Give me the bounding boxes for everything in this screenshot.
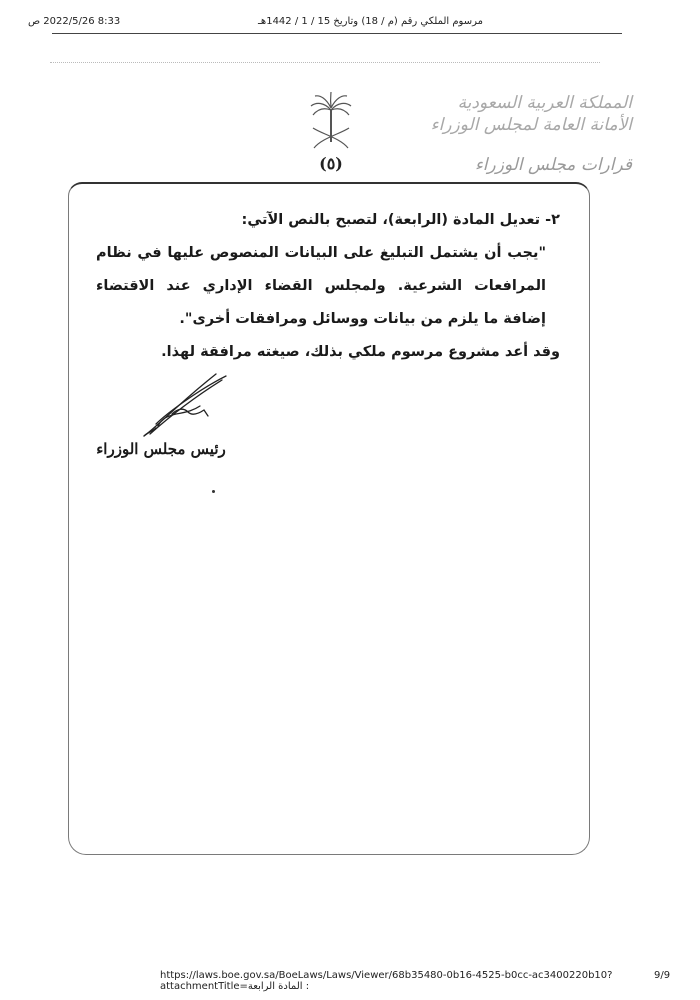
page-number: (٥) [319, 154, 343, 173]
print-footer [0, 968, 700, 992]
document-body [96, 204, 560, 369]
letterhead-line-decisions: قرارات مجلس الوزراء [474, 155, 632, 175]
closing-statement: وقد أعد مشروع مرسوم ملكي بذلك، صيغته مرافقة لهذا. [161, 344, 560, 360]
print-datetime: 8:33 2022/5/26 ص [28, 16, 121, 27]
print-header [0, 14, 700, 34]
letterhead-line-kingdom: المملكة العربية السعودية [457, 93, 632, 113]
header-rule [52, 33, 622, 34]
print-url[interactable]: https://laws.boe.gov.sa/BoeLaws/Laws/Viewer/68b35480-0b16-4525-b0cc-ac3400220b10?attachmentTitle=المادة الرابعة : [160, 970, 613, 992]
print-title: مرسوم الملكي رقم (م / 18) وتاريخ 15 / 1 / 1442هـ [258, 16, 483, 27]
signer-title: رئيس مجلس الوزراء [96, 440, 226, 458]
letterhead-line-secretariat: الأمانة العامة لمجلس الوزراء [430, 115, 632, 135]
scan-top-line [50, 62, 600, 63]
amendment-heading: ٢- تعديل المادة (الرابعة)، لتصبح بالنص الآتي: [241, 212, 560, 228]
amendment-text: "يجب أن يشتمل التبليغ على البيانات المنصوص عليها في نظام المرافعات الشرعية. ولمجلس القضاء الإداري عند الاقتضاء إضافة ما يلزم من بيانات ووسائل ومرافقات أخرى". [96, 245, 546, 327]
letterhead [430, 92, 632, 176]
print-page-count: 9/9 [654, 970, 671, 981]
scan-speck [212, 490, 215, 493]
palm-and-swords-emblem-icon [306, 90, 356, 152]
handwritten-signature-icon [138, 370, 230, 440]
